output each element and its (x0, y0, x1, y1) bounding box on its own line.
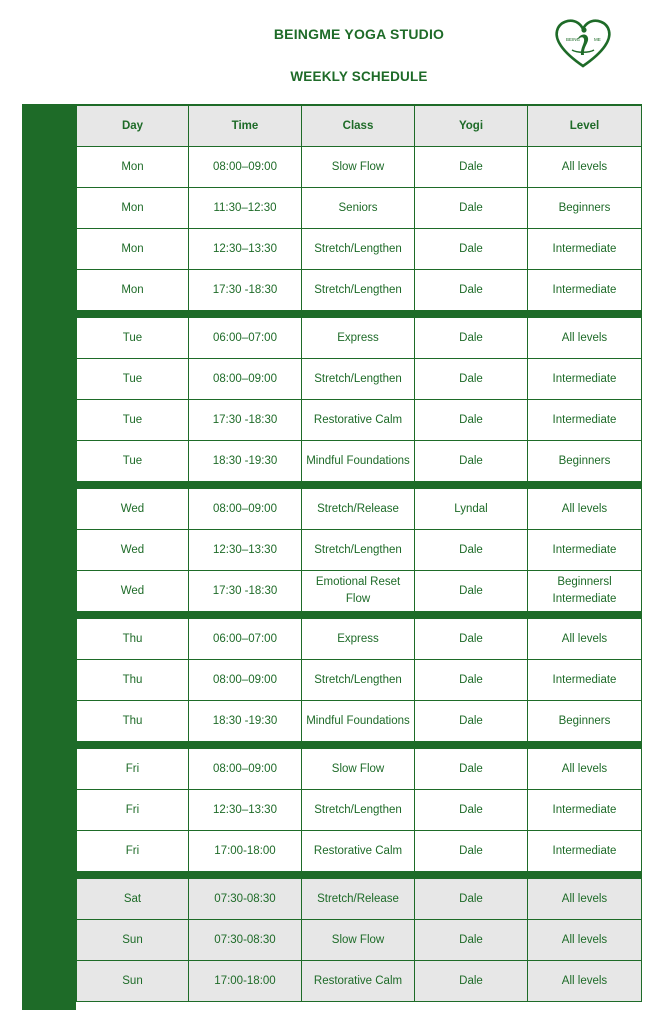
studio-title: BEINGME YOGA STUDIO (273, 26, 445, 42)
yogi-cell: Dale (415, 359, 528, 399)
level-cell: All levels (528, 879, 642, 919)
class-cell: Emotional Reset Flow (302, 571, 415, 611)
table-row (76, 359, 642, 400)
time-cell: 12:30–13:30 (189, 530, 302, 570)
time-cell: 12:30–13:30 (189, 790, 302, 830)
day-cell: Fri (76, 831, 189, 871)
level-cell: All levels (528, 749, 642, 789)
level-cell: Intermediate (528, 790, 642, 830)
time-cell: 18:30 -19:30 (189, 701, 302, 741)
level-cell: Beginnersl Intermediate (528, 571, 642, 611)
class-cell: Slow Flow (302, 920, 415, 960)
level-cell: All levels (528, 920, 642, 960)
time-cell: 17:30 -18:30 (189, 270, 302, 310)
day-cell: Tue (76, 400, 189, 440)
yogi-cell: Dale (415, 400, 528, 440)
class-cell: Mindful Foundations (302, 701, 415, 741)
day-cell: Fri (76, 790, 189, 830)
table-row (76, 879, 642, 920)
time-cell: 08:00–09:00 (189, 660, 302, 700)
table-row (76, 188, 642, 229)
yogi-cell: Dale (415, 831, 528, 871)
table-row (76, 701, 642, 742)
svg-text:BEING: BEING (566, 37, 581, 42)
column-header-level: Level (528, 106, 642, 146)
level-cell: Intermediate (528, 660, 642, 700)
level-cell: Intermediate (528, 229, 642, 269)
level-cell: Intermediate (528, 831, 642, 871)
group-separator (76, 612, 642, 619)
class-cell: Restorative Calm (302, 400, 415, 440)
time-cell: 07:30-08:30 (189, 920, 302, 960)
yogi-cell: Dale (415, 660, 528, 700)
table-row (76, 318, 642, 359)
day-cell: Mon (76, 270, 189, 310)
class-cell: Express (302, 318, 415, 358)
time-cell: 06:00–07:00 (189, 318, 302, 358)
yogi-cell: Dale (415, 318, 528, 358)
class-cell: Restorative Calm (302, 831, 415, 871)
day-cell: Sun (76, 920, 189, 960)
time-cell: 08:00–09:00 (189, 489, 302, 529)
day-cell: Thu (76, 619, 189, 659)
class-cell: Stretch/Lengthen (302, 530, 415, 570)
time-cell: 12:30–13:30 (189, 229, 302, 269)
day-cell: Mon (76, 188, 189, 228)
schedule-side-band (22, 104, 76, 1010)
svg-text:ME: ME (594, 37, 601, 42)
column-header-yogi: Yogi (415, 106, 528, 146)
yogi-cell: Dale (415, 961, 528, 1001)
table-row (76, 270, 642, 311)
time-cell: 11:30–12:30 (189, 188, 302, 228)
day-cell: Wed (76, 571, 189, 611)
level-cell: All levels (528, 489, 642, 529)
class-cell: Stretch/Lengthen (302, 660, 415, 700)
time-cell: 06:00–07:00 (189, 619, 302, 659)
class-cell: Slow Flow (302, 147, 415, 187)
yogi-cell: Dale (415, 188, 528, 228)
yogi-cell: Dale (415, 920, 528, 960)
table-row (76, 790, 642, 831)
time-cell: 08:00–09:00 (189, 147, 302, 187)
table-row (76, 489, 642, 530)
class-cell: Express (302, 619, 415, 659)
group-separator (76, 872, 642, 879)
group-separator (76, 311, 642, 318)
table-row (76, 441, 642, 482)
level-cell: All levels (528, 318, 642, 358)
time-cell: 07:30-08:30 (189, 879, 302, 919)
class-cell: Stretch/Lengthen (302, 270, 415, 310)
table-row (76, 961, 642, 1002)
yogi-cell: Dale (415, 441, 528, 481)
day-cell: Sun (76, 961, 189, 1001)
day-cell: Wed (76, 489, 189, 529)
day-cell: Wed (76, 530, 189, 570)
schedule-table (76, 104, 642, 1002)
yogi-cell: Dale (415, 147, 528, 187)
class-cell: Stretch/Release (302, 489, 415, 529)
level-cell: Beginners (528, 701, 642, 741)
day-cell: Tue (76, 318, 189, 358)
time-cell: 08:00–09:00 (189, 359, 302, 399)
group-separator (76, 742, 642, 749)
yogi-cell: Dale (415, 749, 528, 789)
column-header-day: Day (76, 106, 189, 146)
time-cell: 17:30 -18:30 (189, 400, 302, 440)
day-cell: Fri (76, 749, 189, 789)
level-cell: Intermediate (528, 400, 642, 440)
table-row (76, 660, 642, 701)
class-cell: Mindful Foundations (302, 441, 415, 481)
level-cell: Intermediate (528, 530, 642, 570)
yogi-cell: Dale (415, 790, 528, 830)
yogi-cell: Dale (415, 229, 528, 269)
day-cell: Thu (76, 660, 189, 700)
day-cell: Sat (76, 879, 189, 919)
class-cell: Seniors (302, 188, 415, 228)
column-header-time: Time (189, 106, 302, 146)
table-row (76, 920, 642, 961)
yogi-cell: Dale (415, 619, 528, 659)
class-cell: Slow Flow (302, 749, 415, 789)
table-row (76, 571, 642, 612)
time-cell: 17:00-18:00 (189, 961, 302, 1001)
level-cell: Beginners (528, 188, 642, 228)
level-cell: Intermediate (528, 270, 642, 310)
day-cell: Mon (76, 147, 189, 187)
day-cell: Tue (76, 441, 189, 481)
class-cell: Restorative Calm (302, 961, 415, 1001)
yogi-cell: Dale (415, 701, 528, 741)
table-row (76, 749, 642, 790)
day-cell: Tue (76, 359, 189, 399)
table-row (76, 147, 642, 188)
yogi-cell: Dale (415, 571, 528, 611)
yogi-cell: Dale (415, 879, 528, 919)
yogi-cell: Dale (415, 270, 528, 310)
class-cell: Stretch/Lengthen (302, 229, 415, 269)
time-cell: 17:30 -18:30 (189, 571, 302, 611)
table-row (76, 619, 642, 660)
day-cell: Mon (76, 229, 189, 269)
table-row (76, 400, 642, 441)
level-cell: Intermediate (528, 359, 642, 399)
class-cell: Stretch/Lengthen (302, 790, 415, 830)
level-cell: All levels (528, 961, 642, 1001)
table-row (76, 831, 642, 872)
studio-logo-icon (553, 17, 613, 69)
time-cell: 08:00–09:00 (189, 749, 302, 789)
day-cell: Thu (76, 701, 189, 741)
class-cell: Stretch/Lengthen (302, 359, 415, 399)
level-cell: Beginners (528, 441, 642, 481)
table-row (76, 229, 642, 270)
time-cell: 18:30 -19:30 (189, 441, 302, 481)
schedule-subtitle: WEEKLY SCHEDULE (290, 69, 428, 84)
table-row (76, 530, 642, 571)
yogi-cell: Dale (415, 530, 528, 570)
group-separator (76, 482, 642, 489)
column-header-class: Class (302, 106, 415, 146)
table-header-row (76, 104, 642, 147)
time-cell: 17:00-18:00 (189, 831, 302, 871)
class-cell: Stretch/Release (302, 879, 415, 919)
yogi-cell: Lyndal (415, 489, 528, 529)
level-cell: All levels (528, 147, 642, 187)
level-cell: All levels (528, 619, 642, 659)
